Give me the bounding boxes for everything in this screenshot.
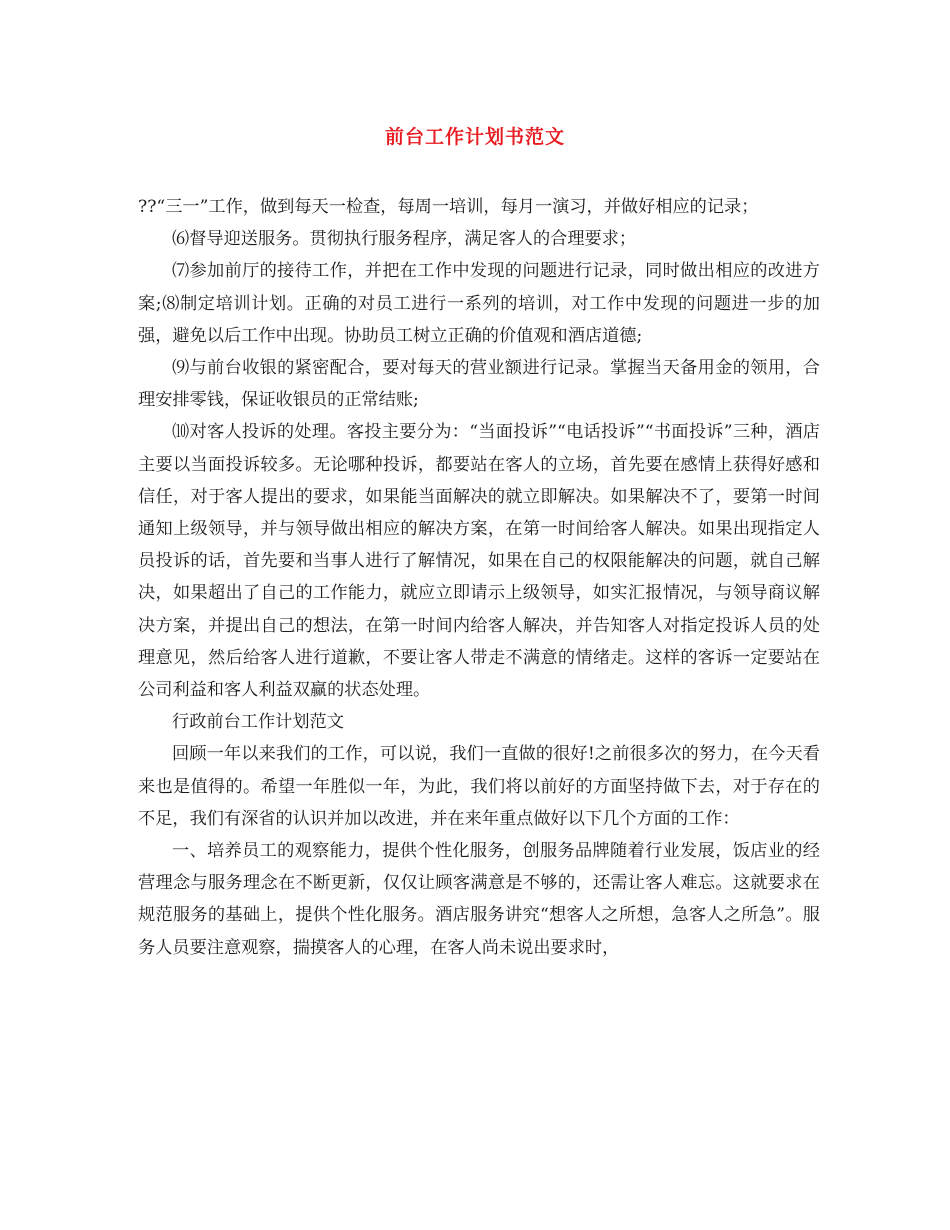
paragraph-5: ⑽对客人投诉的处理。客投主要分为：“当面投诉”“电话投诉”“书面投诉”三种，酒店主要以当面投诉较多。无论哪种投诉，都要站在客人的立场，首先要在感情上获得好感和信任，对于客人提出的要求，如果能当面解决的就立即解决。如果解决不了，要第一时间通知上级领导，并与领导做出相应的解决方案，在第一时间给客人解决。如果出现指定人员投诉的话，首先要和当事人进行了解情况，如果在自己的权限能解决的问题，就自己解决，如果超出了自己的工作能力，就应立即请示上级领导，如实汇报情况，与领导商议解决方案，并提出自己的想法，在第一时间内给客人解决，并告知客人对指定投诉人员的处理意见，然后给客人进行道歉，不要让客人带走不满意的情绪走。这样的客诉一定要站在公司利益和客人利益双赢的状态处理。: [138, 422, 820, 701]
section-heading: 行政前台工作计划范文: [172, 712, 344, 733]
document-body: [138, 191, 820, 964]
document-title: 前台工作计划书范文: [384, 126, 565, 148]
paragraph-2: ⑹督导迎送服务。贯彻执行服务程序，满足客人的合理要求；: [172, 229, 637, 250]
paragraph-7: 一、培养员工的观察能力，提供个性化服务，创服务品牌随着行业发展，饭店业的经营理念与服务理念在不断更新，仅仅让顾客满意是不够的，还需让客人难忘。这就要求在规范服务的基础上，提供个性化服务。酒店服务讲究“想客人之所想，急客人之所急”。服务人员要注意观察，揣摸客人的心理，在客人尚未说出要求时，: [138, 841, 820, 958]
paragraph-6: 回顾一年以来我们的工作，可以说，我们一直做的很好!之前很多次的努力，在今天看来也是值得的。希望一年胜似一年，为此，我们将以前好的方面坚持做下去，对于存在的不足，我们有深省的认识并加以改进，并在来年重点做好以下几个方面的工作：: [138, 744, 820, 829]
paragraph-1: ??“三一”工作，做到每天一检查，每周一培训，每月一演习，并做好相应的记录；: [138, 197, 759, 217]
paragraph-4: ⑼与前台收银的紧密配合，要对每天的营业额进行记录。掌握当天备用金的领用，合理安排零钱，保证收银员的正常结账;: [138, 358, 820, 411]
paragraph-3: ⑺参加前厅的接待工作，并把在工作中发现的问题进行记录，同时做出相应的改进方案;⑻制定培训计划。正确的对员工进行一系列的培训，对工作中发现的问题进一步的加强，避免以后工作中出现。协助员工树立正确的价值观和酒店道德;: [138, 261, 820, 346]
